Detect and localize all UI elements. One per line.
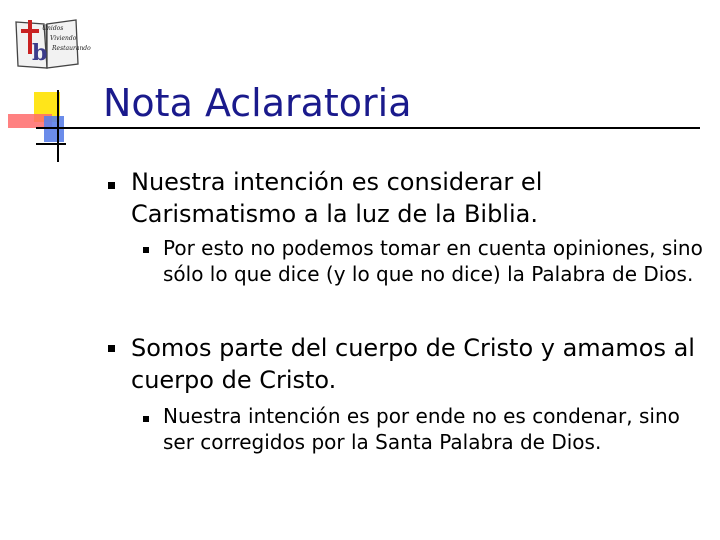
bullet-icon xyxy=(108,182,115,189)
point-2-subtext: Nuestra intención es por ende no es condenar, sino ser corregidos por la Santa Palabra de Dios. xyxy=(163,404,680,454)
slide-title: Nota Aclaratoria xyxy=(103,81,412,125)
logo-word-2: Viviendo xyxy=(50,35,77,42)
blue-square-shape xyxy=(44,116,64,142)
point-2-text: Somos parte del cuerpo de Cristo y amamos al cuerpo de Cristo. xyxy=(131,334,695,394)
logo-word-1: Unidos xyxy=(42,25,64,32)
point-1-text: Nuestra intención es considerar el Carismatismo a la luz de la Biblia. xyxy=(131,168,543,228)
svg-text:b: b xyxy=(32,40,48,66)
sub-bullet-icon xyxy=(143,416,149,422)
title-underline xyxy=(36,127,700,129)
sub-bullet-icon xyxy=(143,247,149,253)
title-decoration xyxy=(0,86,110,166)
point-1-subtext: Por esto no podemos tomar en cuenta opiniones, sino sólo lo que dice (y lo que no dice) la Palabra de Dios. xyxy=(163,236,703,286)
church-logo xyxy=(12,16,91,74)
logo-word-3: Restaurando xyxy=(52,45,91,52)
bullet-icon xyxy=(108,345,115,352)
